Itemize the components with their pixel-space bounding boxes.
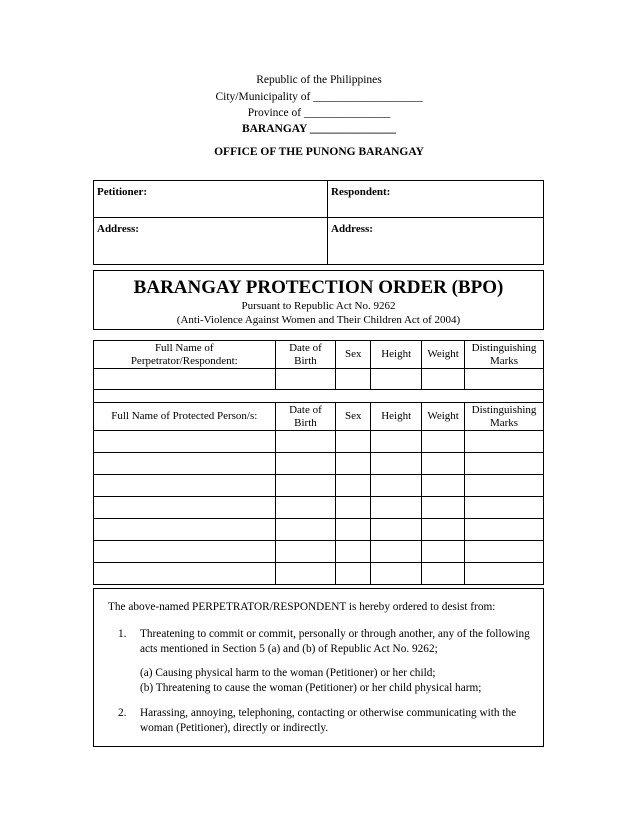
protected-weight-cell[interactable] [422, 475, 465, 497]
perpetrator-header-row [94, 341, 544, 369]
perpetrator-height-header: Height [371, 341, 422, 369]
petitioner-address-field[interactable] [94, 218, 328, 265]
protected-sex-cell[interactable] [336, 519, 371, 541]
protected-name-cell[interactable] [94, 497, 276, 519]
order-item-2-number: 2. [118, 707, 127, 719]
bpo-subtitle-act: Pursuant to Republic Act No. 9262 [241, 300, 396, 312]
perpetrator-weight-header: Weight [422, 341, 465, 369]
protected-weight-cell[interactable] [422, 541, 465, 563]
perpetrator-weight-cell[interactable] [422, 369, 465, 390]
protected-sex-cell[interactable] [336, 431, 371, 453]
protected-weight-cell[interactable] [422, 431, 465, 453]
protected-dob-cell[interactable] [275, 453, 336, 475]
protected-name-header: Full Name of Protected Person/s: [94, 403, 276, 431]
protected-name-cell[interactable] [94, 475, 276, 497]
bpo-title: BARANGAY PROTECTION ORDER (BPO) [133, 277, 504, 298]
header-province: Province of _______________ [247, 107, 391, 119]
protected-height-header: Height [371, 403, 422, 431]
header-republic: Republic of the Philippines [256, 74, 382, 86]
respondent-label: Respondent: [331, 186, 391, 198]
protected-name-cell[interactable] [94, 453, 276, 475]
order-item-2-line-2: woman (Petitioner), directly or indirectly. [140, 722, 329, 734]
protected-height-cell[interactable] [371, 497, 422, 519]
perpetrator-row [94, 369, 544, 390]
protected-height-cell[interactable] [371, 475, 422, 497]
protected-name-cell[interactable] [94, 563, 276, 585]
protected-marks-cell[interactable] [465, 431, 544, 453]
protected-weight-cell[interactable] [422, 497, 465, 519]
perpetrator-marks-cell[interactable] [465, 369, 544, 390]
protected-sex-cell[interactable] [336, 541, 371, 563]
spacer-row [94, 390, 544, 403]
protected-name-cell[interactable] [94, 431, 276, 453]
protected-weight-cell[interactable] [422, 563, 465, 585]
protected-sex-cell[interactable] [336, 497, 371, 519]
protected-marks-header: Distinguishing Marks [465, 403, 544, 431]
spacer-cell [94, 390, 544, 403]
protected-height-cell[interactable] [371, 541, 422, 563]
protected-dob-cell[interactable] [275, 475, 336, 497]
perpetrator-sex-header: Sex [336, 341, 371, 369]
protected-sex-cell[interactable] [336, 475, 371, 497]
protected-row [94, 497, 544, 519]
perpetrator-name-cell[interactable] [94, 369, 276, 390]
protected-row [94, 453, 544, 475]
perpetrator-marks-header: Distinguishing Marks [465, 341, 544, 369]
order-item-1b: (b) Threatening to cause the woman (Petitioner) or her child physical harm; [140, 682, 482, 694]
protected-marks-cell[interactable] [465, 497, 544, 519]
protected-marks-cell[interactable] [465, 563, 544, 585]
protected-dob-header: Date of Birth [275, 403, 336, 431]
protected-marks-cell[interactable] [465, 541, 544, 563]
order-item-2-line-1: Harassing, annoying, telephoning, contacting or otherwise communicating with the [140, 707, 517, 719]
persons-table [93, 340, 544, 585]
bpo-subtitle-law-name: (Anti-Violence Against Women and Their Children Act of 2004) [176, 314, 461, 326]
petitioner-label: Petitioner: [97, 186, 148, 198]
protected-weight-header: Weight [422, 403, 465, 431]
protected-dob-cell[interactable] [275, 541, 336, 563]
protected-weight-cell[interactable] [422, 453, 465, 475]
protected-height-cell[interactable] [371, 563, 422, 585]
perpetrator-name-header: Full Name of Perpetrator/Respondent: [94, 341, 276, 369]
protected-row [94, 541, 544, 563]
protected-row [94, 431, 544, 453]
bpo-title-box [93, 270, 544, 330]
respondent-address-field[interactable] [328, 218, 544, 265]
protected-sex-cell[interactable] [336, 563, 371, 585]
protected-marks-cell[interactable] [465, 453, 544, 475]
perpetrator-dob-header: Date of Birth [275, 341, 336, 369]
perpetrator-dob-cell[interactable] [275, 369, 336, 390]
order-box [93, 588, 544, 747]
parties-table [93, 180, 544, 265]
respondent-field[interactable] [328, 181, 544, 218]
perpetrator-sex-cell[interactable] [336, 369, 371, 390]
protected-dob-cell[interactable] [275, 431, 336, 453]
office-title: OFFICE OF THE PUNONG BARANGAY [214, 146, 424, 158]
protected-row [94, 519, 544, 541]
protected-marks-cell[interactable] [465, 475, 544, 497]
order-item-1a: (a) Causing physical harm to the woman (Petitioner) or her child; [140, 667, 436, 679]
protected-height-cell[interactable] [371, 519, 422, 541]
protected-marks-cell[interactable] [465, 519, 544, 541]
protected-weight-cell[interactable] [422, 519, 465, 541]
protected-height-cell[interactable] [371, 453, 422, 475]
respondent-address-label: Address: [331, 223, 373, 235]
protected-header-row [94, 403, 544, 431]
protected-dob-cell[interactable] [275, 563, 336, 585]
header-barangay: BARANGAY _______________ [241, 123, 397, 135]
protected-height-cell[interactable] [371, 431, 422, 453]
protected-sex-header: Sex [336, 403, 371, 431]
order-intro: The above-named PERPETRATOR/RESPONDENT is hereby ordered to desist from: [108, 601, 496, 613]
petitioner-field[interactable] [94, 181, 328, 218]
protected-name-cell[interactable] [94, 519, 276, 541]
protected-dob-cell[interactable] [275, 497, 336, 519]
protected-row [94, 475, 544, 497]
protected-sex-cell[interactable] [336, 453, 371, 475]
perpetrator-height-cell[interactable] [371, 369, 422, 390]
protected-name-cell[interactable] [94, 541, 276, 563]
order-item-1-line-1: Threatening to commit or commit, personally or through another, any of the following [140, 628, 530, 640]
header-city-municipality: City/Municipality of ___________________ [215, 91, 423, 103]
protected-row [94, 563, 544, 585]
order-item-1-number: 1. [118, 628, 127, 640]
order-item-1-line-2: acts mentioned in Section 5 (a) and (b) of Republic Act No. 9262; [140, 643, 438, 655]
protected-dob-cell[interactable] [275, 519, 336, 541]
petitioner-address-label: Address: [97, 223, 139, 235]
